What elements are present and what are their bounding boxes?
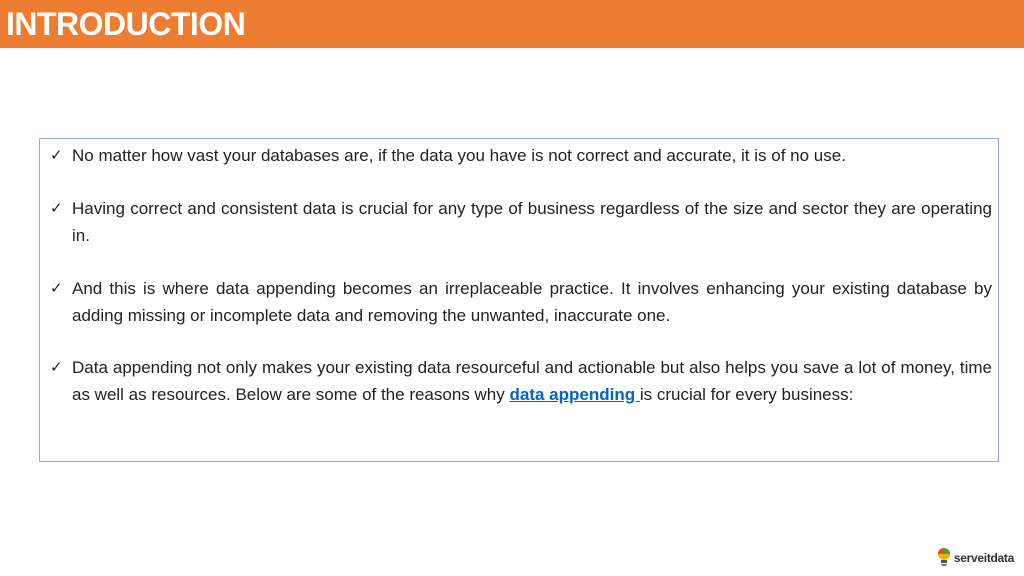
bullet-item [50, 195, 992, 249]
checkmark-icon: ✓ [50, 358, 63, 376]
bullet-text-after: is crucial for every business: [639, 385, 854, 404]
bullet-text-before: Data appending not only makes your existing data resourceful and actionable but also helps you save a lot of money, time as well as resources. Below are some of the reasons why [72, 358, 992, 404]
bullet-text: Having correct and consistent data is crucial for any type of business regardless of the size and sector they are operating in. [72, 199, 992, 245]
page-title: INTRODUCTION [6, 6, 246, 42]
bullet-text: And this is where data appending becomes an irreplaceable practice. It involves enhancing your existing database by adding missing or incomplete data and removing the unwanted, inaccurate one. [72, 279, 992, 325]
bullet-item [50, 354, 992, 408]
bullet-item [50, 142, 992, 169]
brand-logo [937, 546, 1014, 570]
bullet-text: No matter how vast your databases are, if the data you have is not correct and accurate, it is of no use. [72, 146, 846, 165]
bulb-logo-icon [937, 547, 951, 569]
checkmark-icon: ✓ [50, 199, 63, 217]
bullet-item [50, 275, 992, 329]
data-appending-link[interactable]: data appending [509, 385, 640, 404]
logo-text: serveitdata [953, 551, 1014, 565]
header-bar [0, 0, 1024, 48]
content-box [39, 138, 999, 462]
bullet-text [72, 354, 992, 408]
checkmark-icon: ✓ [50, 146, 63, 164]
checkmark-icon: ✓ [50, 279, 63, 297]
